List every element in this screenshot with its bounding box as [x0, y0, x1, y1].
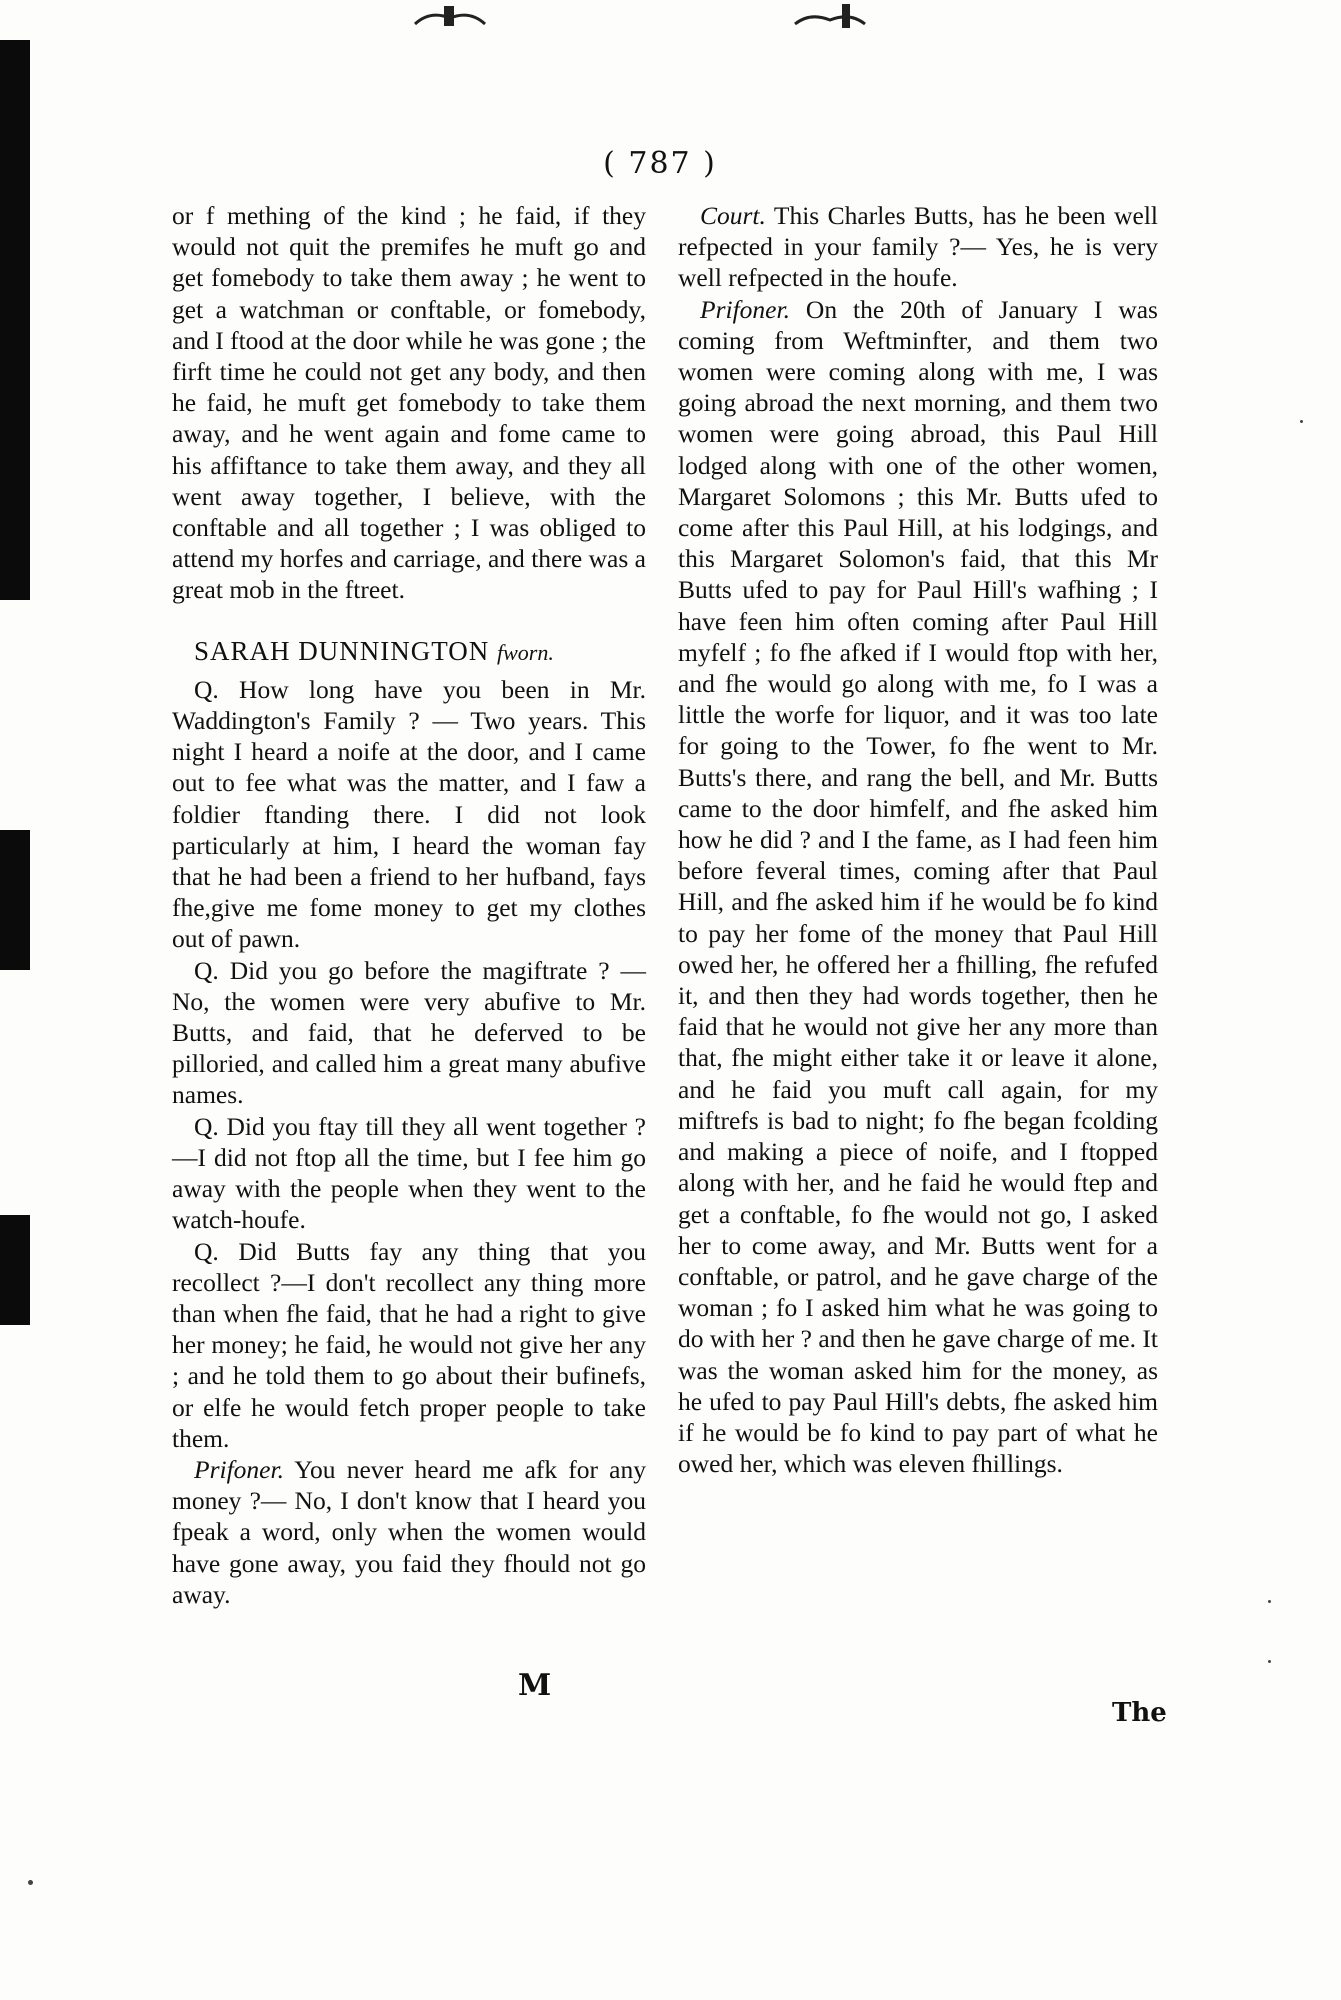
testimony-paragraph: Q. Did you go before the magiftrate ? —No, the women were very abufive to Mr. Butts, and faid, that he deferved to be pilloried, and called him a great many abufive names.: [172, 955, 646, 1110]
scan-speck: [1268, 1660, 1271, 1663]
speaker-label-prisoner: Prifoner.: [194, 1454, 284, 1484]
page-number: ( 787 ): [603, 146, 717, 181]
ornament-right: [790, 4, 870, 30]
testimony-paragraph: Q. Did Butts fay any thing that you recollect ?—I don't recollect any thing more than when fhe faid, that he had a right to give her money; he faid, he would not give her any ; and he told them to go about their bufinefs, or elfe he would fetch proper people to take them.: [172, 1236, 646, 1453]
witness-name: SARAH DUNNINGTON: [194, 635, 490, 666]
court-text: This Charles Butts, has he been well refpected in your family ?— Yes, he is very well refpected in the houfe.: [678, 201, 1158, 293]
prisoner-question-text: You never heard me afk for any money ?— No, I don't know that I heard you fpeak a word, only when the women would have gone away, you faid they fhould not go away.: [172, 1454, 646, 1609]
right-column: [678, 200, 1158, 1479]
catchword: The: [1112, 1698, 1167, 1728]
continued-testimony: or f mething of the kind ; he faid, if they would not quit the premifes he muft go and get fomebody to take them away ; he went to get a watchman or conftable, or fomebody, and I ftood at the door while he was gone ; the firft time he could not get any body, and then he faid, he muft get fomebody to take them away, and he went again and fome came to his affiftance to take them away, and they all went away together, I believe, with the conftable and all together ; I was obliged to attend my horfes and carriage, and there was a great mob in the ftreet.: [172, 201, 646, 605]
scan-speck: [1268, 1600, 1271, 1603]
scan-edge-bar-bottom: [0, 1215, 30, 1325]
scan-edge-bar-top: [0, 40, 30, 600]
prisoner-statement-paragraph: [678, 294, 1158, 1480]
scan-edge-bar-middle: [0, 830, 30, 970]
court-paragraph: [678, 200, 1158, 294]
ornament-left: [410, 4, 490, 30]
witness-heading: [194, 636, 646, 668]
testimony-paragraph: Q. Did you ftay till they all went together ?—I did not ftop all the time, but I fee him go away with the people when they went to the watch-houfe.: [172, 1111, 646, 1235]
prisoner-statement-text: On the 20th of January I was coming from Weftminfter, and them two women were coming along with me, I was going abroad the next morning, and them two women were going abroad, this Paul Hill lodged along with one of the other women, Margaret Solomons ; this Mr. Butts ufed to come after this Paul Hill, at his lodgings, and this Margaret Solomon's faid, that this Mr Butts ufed to pay for Paul Hill's wafhing ; I have feen him often coming after Paul Hill myfelf ; fo fhe afked if I would ftop with her, and fhe would go along with me, fo I was a little the worfe for liquor, and it was too late for going to the Tower, fo fhe went to Mr. Butts's there, and rang the bell, and Mr. Butts came to the door himfelf, and fhe asked him how he did ? and I the fame, as I had feen him before feveral times, coming after that Paul Hill, and fhe asked him if he would be fo kind to pay her fome of the money that Paul Hill owed her, he offered her a fhilling, fhe refufed it, and then they had words together, then he faid that he would not give her any more than that, fhe might either take it or leave it alone, and he faid you muft call again, for my miftrefs is bad to night; fo fhe began fcolding and making a piece of noife, and I ftopped along with her, and he faid he would ftep and get a conftable, fo fhe would not go, I asked her to come away, and Mr. Butts went for a conftable, or patrol, and he gave charge of the woman ; fo I asked him what he was going to do with her ? and then he gave charge of me. It was the woman asked him for the money, as he ufed to pay Paul Hill's debts, fhe asked him if he would be fo kind to pay part of what he owed her, which was eleven fhillings.: [678, 294, 1158, 1479]
signature-mark: M: [518, 1668, 552, 1703]
speaker-label-court: Court.: [700, 201, 766, 230]
left-column: [172, 200, 646, 1610]
scan-speck: [1300, 420, 1303, 423]
testimony-paragraph: Q. How long have you been in Mr. Waddington's Family ? — Two years. This night I heard a noife at the door, and I came out to fee what was the matter, and I faw a foldier ftanding there. I did not look particularly at him, I heard the woman fay that he had been a friend to her hufband, fays fhe,give me fome money to get my clothes out of pawn.: [172, 674, 646, 954]
prisoner-question-paragraph: [172, 1454, 646, 1610]
scan-speck: [28, 1880, 33, 1885]
speaker-label-prisoner: Prifoner.: [700, 294, 790, 324]
witness-sworn: fworn.: [497, 639, 554, 665]
